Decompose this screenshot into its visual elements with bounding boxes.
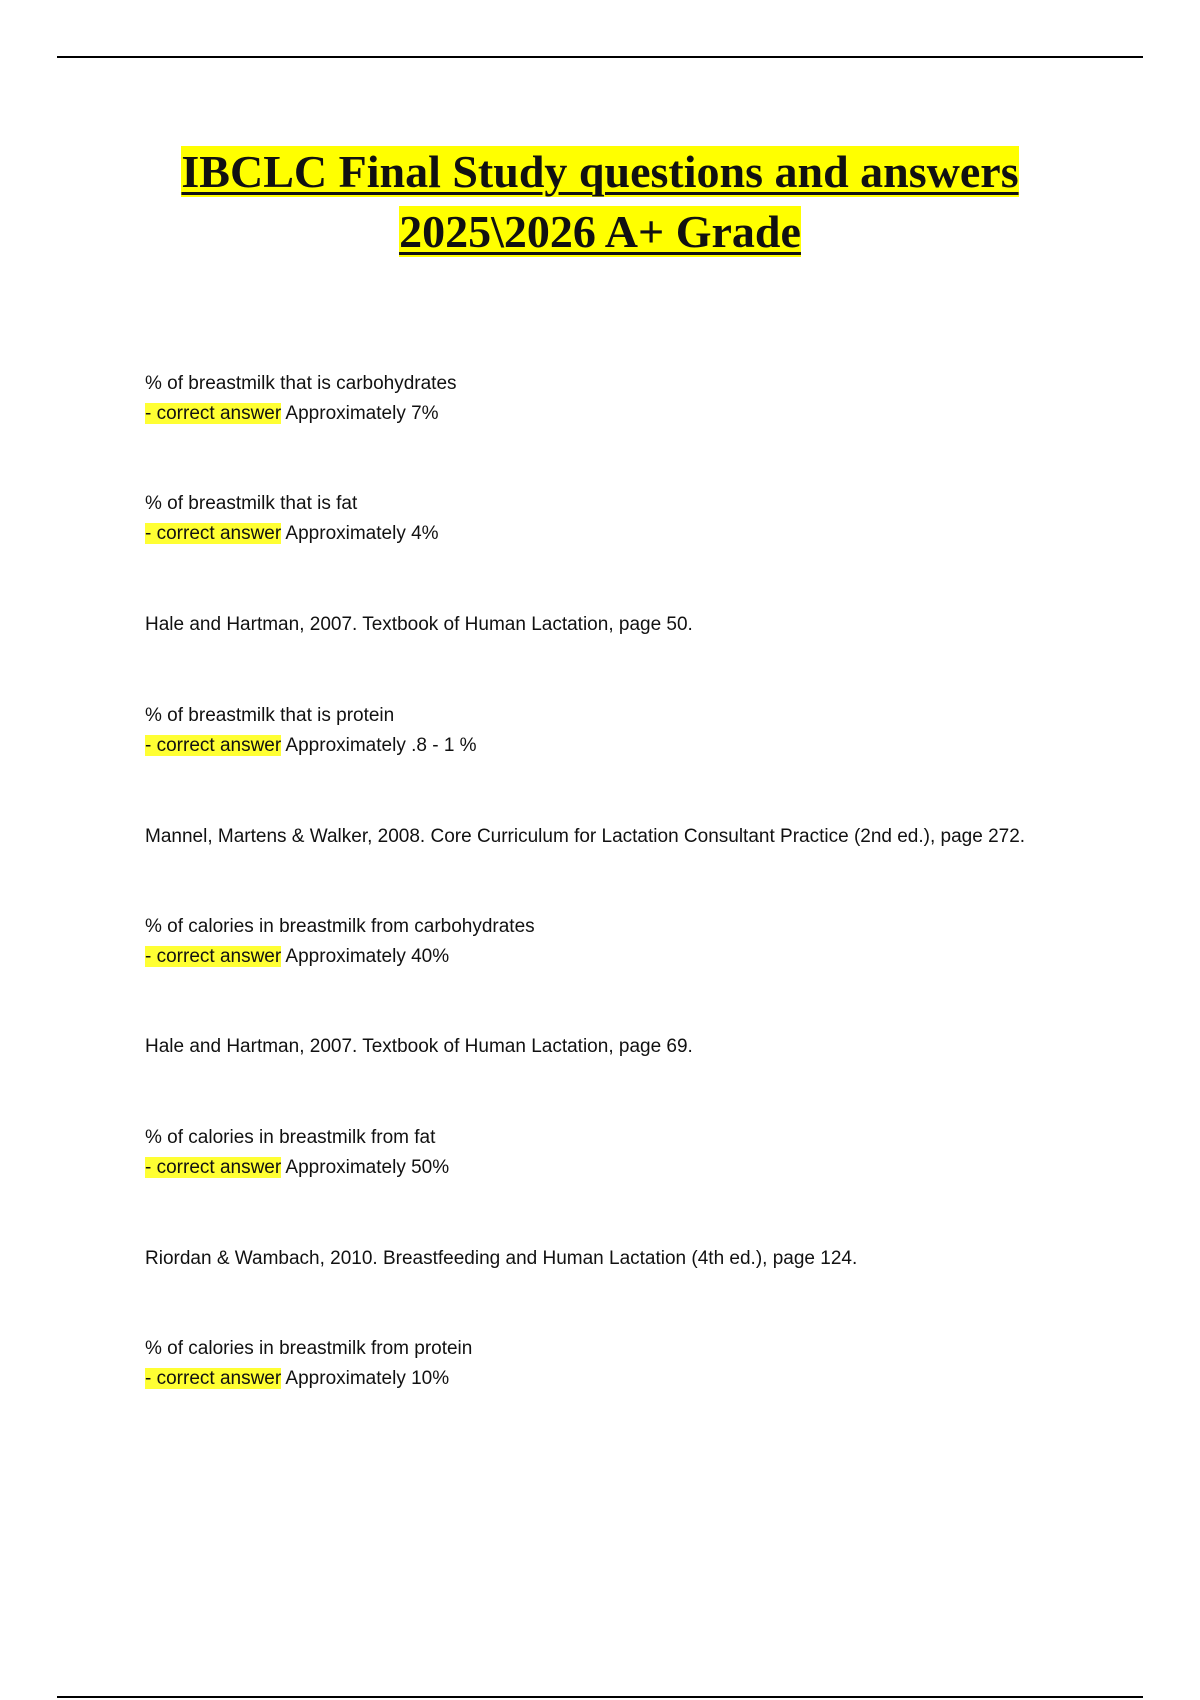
answer-label: - correct answer bbox=[145, 1157, 282, 1178]
question-text: % of calories in breastmilk from carbohydrates bbox=[145, 916, 535, 937]
answer-label: - correct answer bbox=[145, 403, 282, 424]
title-line-2: 2025\2026 A+ Grade bbox=[399, 206, 801, 257]
qa-item bbox=[145, 1123, 449, 1183]
qa-item bbox=[145, 489, 439, 549]
answer-line bbox=[145, 731, 477, 761]
answer-label: - correct answer bbox=[145, 946, 282, 967]
document-title bbox=[100, 142, 1100, 262]
answer-line bbox=[145, 519, 439, 549]
reference-item bbox=[145, 1032, 693, 1062]
question-text: % of breastmilk that is fat bbox=[145, 493, 358, 514]
answer-label: - correct answer bbox=[145, 1368, 282, 1389]
reference-item bbox=[145, 610, 693, 640]
question-text: % of calories in breastmilk from protein bbox=[145, 1338, 473, 1359]
reference-text: Riordan & Wambach, 2010. Breastfeeding and Human Lactation (4th ed.), page 124. bbox=[145, 1248, 858, 1269]
answer-line bbox=[145, 399, 457, 429]
reference-text: Hale and Hartman, 2007. Textbook of Human Lactation, page 69. bbox=[145, 1036, 693, 1057]
answer-text: Approximately 7% bbox=[281, 403, 439, 424]
question-text: % of breastmilk that is protein bbox=[145, 705, 395, 726]
answer-text: Approximately 10% bbox=[281, 1368, 450, 1389]
answer-line bbox=[145, 942, 535, 972]
reference-item bbox=[145, 822, 1025, 852]
bottom-rule bbox=[57, 1696, 1143, 1698]
reference-text: Mannel, Martens & Walker, 2008. Core Curriculum for Lactation Consultant Practice (2nd ed.), page 272. bbox=[145, 826, 1026, 847]
answer-text: Approximately .8 - 1 % bbox=[281, 735, 477, 756]
qa-item bbox=[145, 369, 457, 429]
qa-item bbox=[145, 701, 477, 761]
reference-text: Hale and Hartman, 2007. Textbook of Human Lactation, page 50. bbox=[145, 614, 693, 635]
answer-line bbox=[145, 1153, 449, 1183]
title-line-1: IBCLC Final Study questions and answers bbox=[181, 146, 1019, 197]
answer-text: Approximately 50% bbox=[281, 1157, 450, 1178]
question-text: % of breastmilk that is carbohydrates bbox=[145, 373, 457, 394]
answer-label: - correct answer bbox=[145, 735, 282, 756]
qa-item bbox=[145, 1334, 472, 1394]
answer-text: Approximately 40% bbox=[281, 946, 450, 967]
qa-item bbox=[145, 912, 535, 972]
top-rule bbox=[57, 56, 1143, 58]
answer-label: - correct answer bbox=[145, 523, 282, 544]
reference-item bbox=[145, 1244, 857, 1274]
answer-line bbox=[145, 1364, 472, 1394]
answer-text: Approximately 4% bbox=[281, 523, 439, 544]
question-text: % of calories in breastmilk from fat bbox=[145, 1127, 436, 1148]
